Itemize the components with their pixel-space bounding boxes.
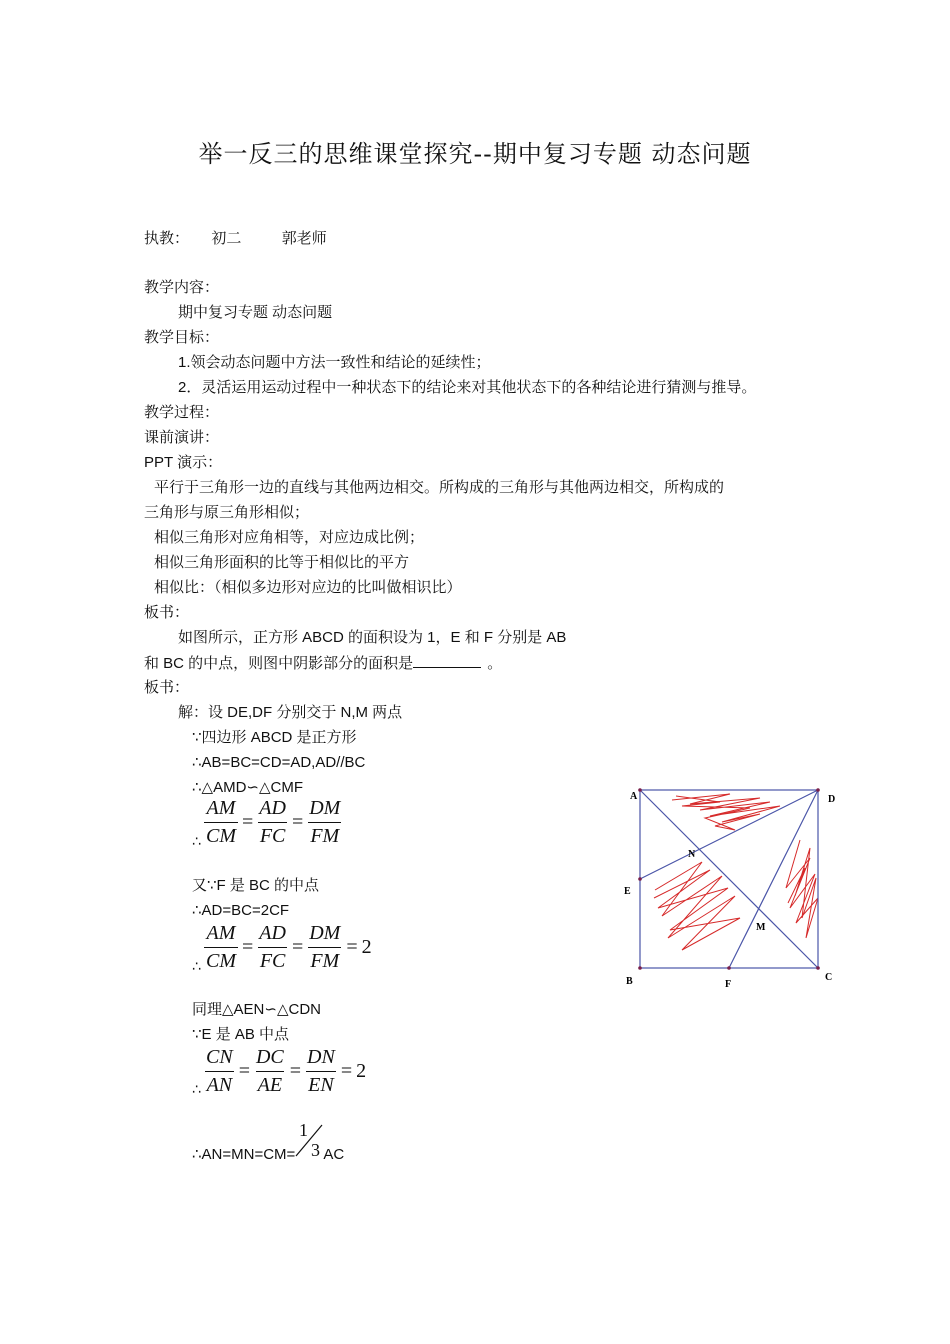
board-label-2: 板书： bbox=[144, 679, 190, 696]
problem-line-2 bbox=[144, 653, 502, 674]
ppt-text-2: 三角形与原三角形相似； bbox=[144, 504, 310, 521]
therefore-symbol-2: ∴ bbox=[192, 959, 201, 975]
ppt-text-5: 相似比：（相似多边形对应边的比叫做相识比） bbox=[154, 579, 462, 596]
goal-item-2: 2．灵活运用运动过程中一种状态下的结论来对其他状态下的各种结论进行猜测与推导。 bbox=[178, 379, 757, 396]
fraction: $\frac{AD}{FC}$ bbox=[259, 797, 286, 847]
label-m: M bbox=[756, 922, 766, 933]
page-title: 举一反三的思维课堂探究--期中复习专题 动态问题 bbox=[198, 140, 752, 168]
solution-line-4: ∴△AMD∽△CMF bbox=[192, 779, 304, 796]
teacher-label: 执教： bbox=[144, 230, 190, 247]
content-label: 教学内容： bbox=[144, 279, 220, 296]
teacher-name: 郭老师 bbox=[281, 230, 327, 247]
square-figure bbox=[610, 778, 850, 993]
label-f: F bbox=[725, 979, 732, 990]
fraction: $\frac{AD}{FC}$ bbox=[259, 922, 286, 972]
fraction: $\frac{DM}{FM}$ bbox=[309, 922, 341, 972]
label-d: D bbox=[828, 794, 836, 805]
line-ed bbox=[640, 790, 818, 879]
diagonal-ac bbox=[640, 790, 818, 968]
solution-line-5: 又∵F 是 BC 的中点 bbox=[192, 877, 320, 894]
solution-line-2: ∵四边形 ABCD 是正方形 bbox=[192, 729, 357, 746]
therefore-symbol-3: ∴ bbox=[192, 1082, 201, 1098]
shade-top bbox=[672, 794, 780, 830]
teacher-line bbox=[144, 229, 327, 249]
figure-lines bbox=[640, 790, 818, 968]
one-third-denominator: 3 bbox=[311, 1140, 320, 1160]
equation-2: $\frac{AM}{CM}$ = $\frac{AD}{FC}$ = $\frac{DM}{FM}$ = 2 bbox=[206, 922, 372, 972]
fraction: $\frac{AM}{CM}$ bbox=[206, 797, 236, 847]
equation-3: $\frac{CN}{AN}$ = $\frac{DC}{AE}$ = $\frac{DN}{EN}$ = 2 bbox=[206, 1046, 367, 1096]
ppt-text-1: 平行于三角形一边的直线与其他两边相交。所构成的三角形与其他两边相交，所构成的 bbox=[154, 479, 725, 496]
ppt-text-4: 相似三角形面积的比等于相似比的平方 bbox=[154, 554, 410, 571]
solution-line-8: ∵E 是 AB 中点 bbox=[192, 1026, 290, 1043]
solution-line-6: ∴AD=BC=2CF bbox=[192, 902, 290, 919]
shade-left bbox=[654, 862, 740, 950]
label-c: C bbox=[825, 972, 833, 983]
therefore-symbol-1: ∴ bbox=[192, 834, 201, 850]
speech-label: 课前演讲： bbox=[144, 429, 220, 446]
problem-period: 。 bbox=[487, 655, 503, 672]
final-equality: ∴AN=MN=CM= bbox=[192, 1146, 296, 1163]
content-text: 期中复习专题 动态问题 bbox=[178, 304, 333, 321]
answer-blank bbox=[413, 653, 481, 668]
one-third-numerator: 1 bbox=[299, 1120, 308, 1140]
solution-line-7: 同理△AEN∽△CDN bbox=[192, 1001, 321, 1018]
ppt-label: PPT 演示： bbox=[144, 454, 223, 471]
fraction: $\frac{DC}{AE}$ bbox=[255, 1046, 284, 1096]
board-label-1: 板书： bbox=[144, 604, 190, 621]
fraction: $\frac{DN}{EN}$ bbox=[307, 1046, 335, 1096]
fraction: $\frac{AM}{CM}$ bbox=[206, 922, 236, 972]
solution-line-3: ∴AB=BC=CD=AD,AD//BC bbox=[192, 754, 366, 771]
label-e: E bbox=[624, 886, 631, 897]
label-a: A bbox=[630, 791, 638, 802]
label-b: B bbox=[626, 976, 633, 987]
problem-line-1: 如图所示，正方形 ABCD 的面积设为 1，E 和 F 分别是 AB bbox=[178, 629, 567, 646]
teacher-grade: 初二 bbox=[211, 230, 242, 247]
goal-label: 教学目标： bbox=[144, 329, 220, 346]
problem-text: 和 BC 的中点，则图中阴影部分的面积是 bbox=[144, 655, 414, 672]
fraction: $\frac{DM}{FM}$ bbox=[309, 797, 341, 847]
final-ac: AC bbox=[323, 1146, 345, 1163]
label-n: N bbox=[688, 849, 696, 860]
shaded-regions bbox=[654, 794, 818, 950]
ppt-text-3: 相似三角形对应角相等，对应边成比例； bbox=[154, 529, 425, 546]
shade-right bbox=[786, 840, 818, 938]
equation-1: $\frac{AM}{CM}$ = $\frac{AD}{FC}$ = $\frac{DM}{FM}$ bbox=[206, 797, 341, 847]
fraction-slash bbox=[290, 1122, 330, 1162]
goal-item-1: 1.领会动态问题中方法一致性和结论的延续性； bbox=[178, 354, 491, 371]
fraction: $\frac{CN}{AN}$ bbox=[206, 1046, 233, 1096]
process-label: 教学过程： bbox=[144, 404, 220, 421]
solution-line-1: 解：设 DE,DF 分别交于 N,M 两点 bbox=[178, 704, 403, 721]
